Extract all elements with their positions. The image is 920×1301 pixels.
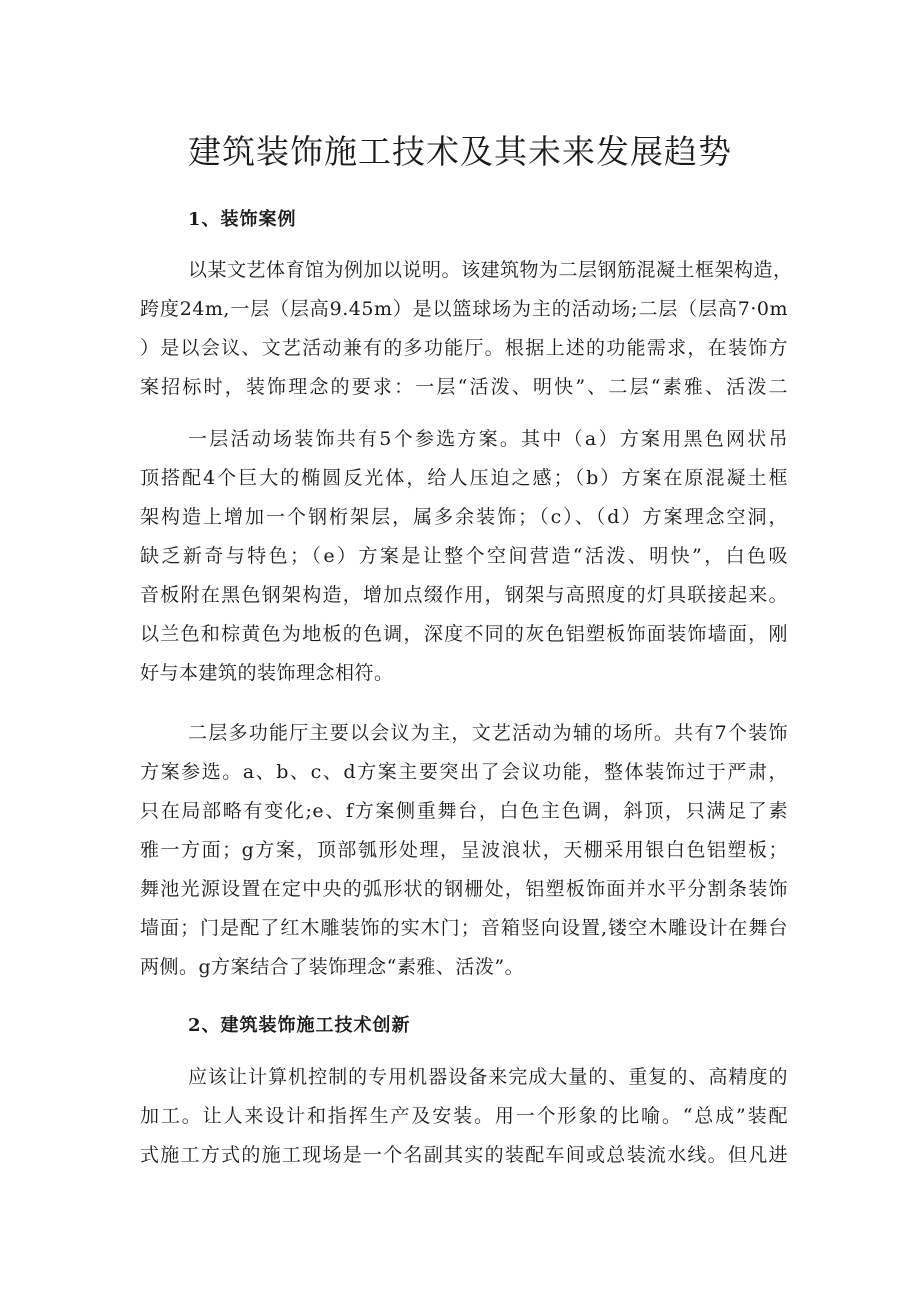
paragraph-line: 舞池光源设置在定中央的弧形状的钢栅处，铝塑板饰面并水平分割条装饰 — [140, 878, 788, 900]
paragraph-line: 架构造上增加一个钢桁架层，属多余装饰；（c）、（d）方案理念空洞， — [140, 506, 788, 528]
paragraph-line: 墙面；门是配了红木雕装饰的实木门；音箱竖向设置,镂空木雕设计在舞台 — [140, 917, 788, 939]
document-title: 建筑装饰施工技术及其未来发展趋势 — [188, 132, 732, 171]
paragraph-line: 一层活动场装饰共有5个参选方案。其中（a）方案用黑色网状吊 — [188, 428, 788, 450]
paragraph-line: 二层多功能厅主要以会议为主，文艺活动为辅的场所。共有7个装饰 — [188, 722, 788, 744]
paragraph-line: 缺乏新奇与特色；（e）方案是让整个空间营造“活泼、明快”，白色吸 — [140, 545, 788, 567]
paragraph-line: 加工。让人来设计和指挥生产及安装。用一个形象的比喻。“总成”装配 — [140, 1105, 788, 1127]
paragraph-line: 好与本建筑的装饰理念相符。 — [140, 662, 394, 684]
paragraph-line: 雅一方面；g方案，顶部瓠形处理，呈波浪状，天棚采用银白色铝塑板； — [140, 839, 788, 861]
paragraph-line: 以兰色和棕黄色为地板的色调，深度不同的灰色铝塑板饰面装饰墙面，刚 — [140, 623, 788, 645]
paragraph-line: 应该让计算机控制的专用机器设备来完成大量的、重复的、高精度的 — [188, 1066, 788, 1088]
paragraph-line: 案招标时，装饰理念的要求：一层“活泼、明快”、二层“素雅、活泼二 — [140, 376, 788, 398]
paragraph-line: 顶搭配4个巨大的椭圆反光体，给人压迫之感；（b）方案在原混凝土框 — [140, 467, 788, 489]
section-heading-2: 2、建筑装饰施工技术创新 — [188, 1015, 411, 1036]
paragraph-line: 只在局部略有变化;e、f方案侧重舞台，白色主色调，斜顶，只满足了素 — [140, 800, 788, 822]
paragraph-line: 方案参选。a、b、c、d方案主要突出了会议功能，整体装饰过于严肃， — [140, 761, 788, 783]
paragraph-line: 跨度24m,一层（层高9.45m）是以篮球场为主的活动场;二层（层高7·0m — [140, 298, 788, 320]
paragraph-line: 式施工方式的施工现场是一个名副其实的装配车间或总装流水线。但凡进 — [140, 1144, 788, 1166]
paragraph-line: ）是以会议、文艺活动兼有的多功能厅。根据上述的功能需求，在装饰方 — [140, 337, 788, 359]
section-heading-1: 1、装饰案例 — [188, 209, 297, 230]
paragraph-line: 两侧。g方案结合了装饰理念“素雅、活泼”。 — [140, 956, 525, 978]
paragraph-line: 音板附在黑色钢架构造，增加点缀作用，钢架与高照度的灯具联接起来。 — [140, 584, 788, 606]
paragraph-line: 以某文艺体育馆为例加以说明。该建筑物为二层钢筋混凝土框架构造， — [188, 259, 793, 281]
